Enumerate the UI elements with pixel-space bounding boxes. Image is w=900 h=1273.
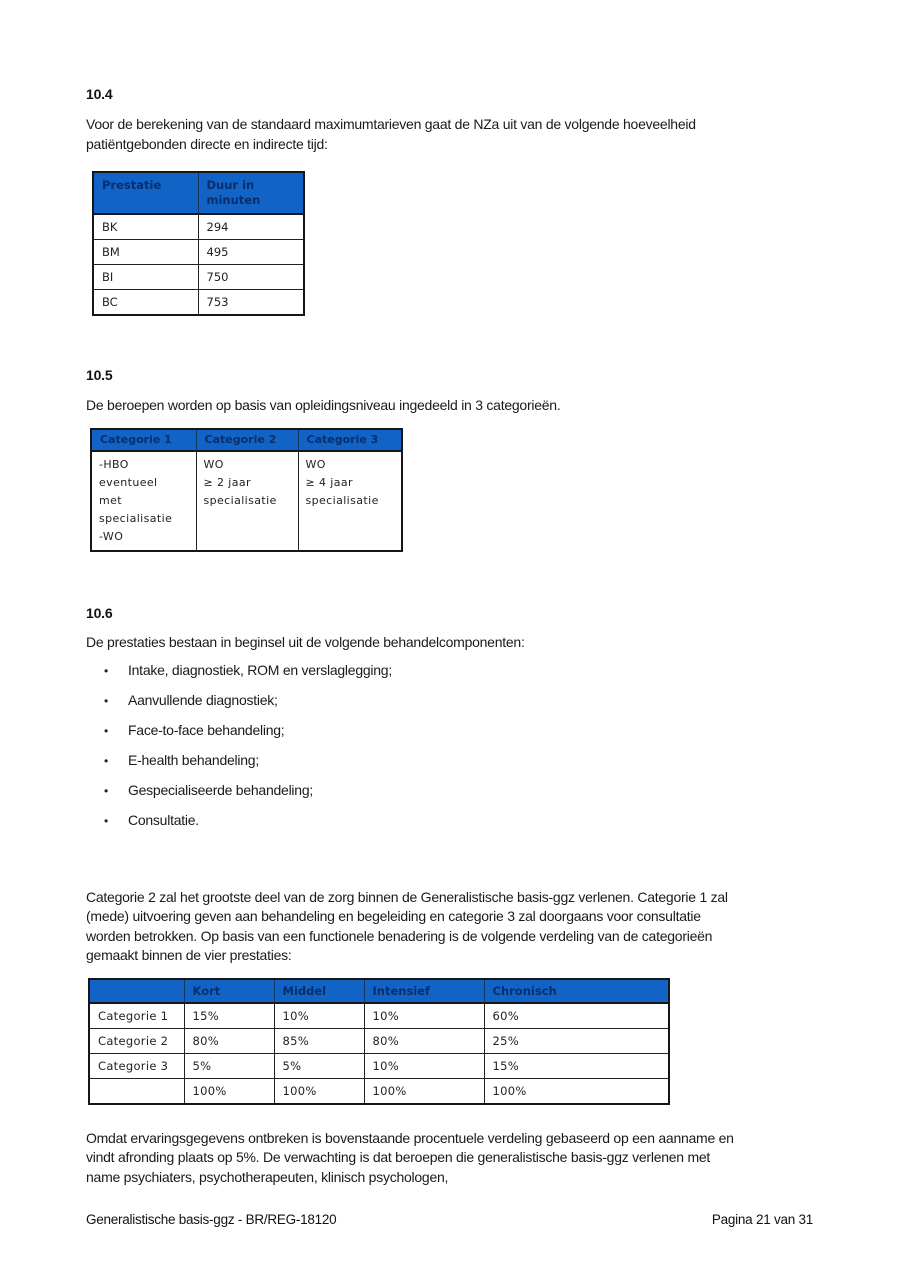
footer-document-title: Generalistische basis-ggz - BR/REG-18120 — [86, 1212, 337, 1227]
categories-table-header-3: Categorie 3 — [298, 429, 402, 451]
paragraph-verdeling — [86, 888, 818, 966]
bullet-text: Gespecialiseerde behandeling; — [128, 782, 313, 798]
table-cell: 10% — [364, 1003, 484, 1029]
table-row — [93, 214, 304, 240]
table-header-row — [91, 429, 402, 451]
table-row — [89, 1003, 669, 1029]
table-cell: 80% — [364, 1028, 484, 1053]
footer-page-number: Pagina 21 van 31 — [711, 1212, 813, 1227]
cell-line: ≥ 2 jaar — [203, 475, 251, 489]
bullet-item — [86, 811, 818, 832]
table-row — [89, 1053, 669, 1078]
paragraph-line: vindt afronding plaats op 5%. De verwachting is dat beroepen die generalistische basis-ggz verlenen met — [86, 1149, 711, 1165]
table-cell: 100% — [184, 1078, 274, 1104]
bullet-item — [86, 781, 818, 802]
table-cell: 100% — [364, 1078, 484, 1104]
table-row — [93, 265, 304, 290]
verdeling-table — [88, 978, 670, 1105]
categories-table-header-1: Categorie 1 — [91, 429, 196, 451]
duration-table-header-duur: Duur in minuten — [198, 172, 304, 214]
table-cell: BM — [93, 240, 198, 265]
section-heading-10-4: 10.4 — [86, 86, 113, 102]
paragraph-line: De prestaties bestaan in beginsel uit de volgende behandelcomponenten: — [86, 633, 525, 650]
table-cell: BK — [93, 214, 198, 240]
bullet-text: E-health behandeling; — [128, 752, 259, 768]
row-label: Categorie 1 — [89, 1003, 184, 1029]
verdeling-table-header-middel: Middel — [274, 979, 364, 1003]
verdeling-table-header-intensief: Intensief — [364, 979, 484, 1003]
bullet-dot: • — [104, 784, 108, 798]
paragraph-10-5 — [86, 396, 818, 416]
page-footer — [86, 1212, 813, 1227]
categories-table — [90, 428, 403, 552]
paragraph-omdat — [86, 1129, 818, 1188]
table-row — [93, 240, 304, 265]
table-row — [93, 290, 304, 316]
table-row — [89, 1078, 669, 1104]
verdeling-table-header-kort: Kort — [184, 979, 274, 1003]
table-cell: 100% — [274, 1078, 364, 1104]
bullet-text: Aanvullende diagnostiek; — [128, 692, 278, 708]
component-bullet-list — [86, 661, 818, 832]
paragraph-line: Categorie 2 zal het grootste deel van de zorg binnen de Generalistische basis-ggz verlenen. Categorie 1 zal — [86, 888, 728, 905]
table-cell — [298, 451, 402, 551]
cell-line: specialisatie — [305, 493, 379, 507]
bullet-item — [86, 751, 818, 772]
table-cell — [91, 451, 196, 551]
bullet-item — [86, 721, 818, 742]
paragraph-line: worden betrokken. Op basis van een functionele benadering is de volgende verdeling van de categorieën — [86, 927, 713, 944]
table-row — [91, 451, 402, 551]
paragraph-line: patiëntgebonden directe en indirecte tijd: — [86, 135, 328, 152]
bullet-text: Consultatie. — [128, 812, 199, 828]
cell-line: WO — [305, 457, 326, 471]
table-cell: 15% — [484, 1053, 669, 1078]
verdeling-table-header-chronisch: Chronisch — [484, 979, 669, 1003]
cell-line: specialisatie — [203, 493, 277, 507]
table-cell: 85% — [274, 1028, 364, 1053]
row-label: Categorie 3 — [89, 1053, 184, 1078]
paragraph-10-6 — [86, 633, 818, 653]
bullet-dot: • — [104, 814, 108, 828]
table-row — [89, 1028, 669, 1053]
paragraph-line: Voor de berekening van de standaard maximumtarieven gaat de NZa uit van de volgende hoeveelheid — [86, 116, 696, 132]
table-cell — [196, 451, 298, 551]
table-cell: 25% — [484, 1028, 669, 1053]
table-header-row — [89, 979, 669, 1003]
section-heading-10-6: 10.6 — [86, 604, 113, 621]
section-heading-10-5: 10.5 — [86, 367, 113, 383]
table-cell: 750 — [198, 265, 304, 290]
bullet-item — [86, 691, 818, 712]
table-cell: 5% — [274, 1053, 364, 1078]
duration-table — [92, 171, 305, 316]
table-header-row — [93, 172, 304, 214]
bullet-dot: • — [104, 694, 108, 708]
table-cell: 753 — [198, 290, 304, 316]
table-cell: 10% — [364, 1053, 484, 1078]
paragraph-line: (mede) uitvoering geven aan behandeling en begeleiding en categorie 3 zal doorgaans voor consultatie — [86, 908, 701, 924]
table-cell: 60% — [484, 1003, 669, 1029]
paragraph-line: gemaakt binnen de vier prestaties: — [86, 947, 292, 963]
cell-line: WO — [203, 457, 224, 471]
table-cell: 294 — [198, 214, 304, 240]
bullet-dot: • — [104, 754, 108, 768]
categories-table-header-2: Categorie 2 — [196, 429, 298, 451]
row-label: Categorie 2 — [89, 1028, 184, 1053]
table-cell: 495 — [198, 240, 304, 265]
verdeling-table-header-empty — [89, 979, 184, 1003]
cell-line: met specialisatie — [99, 493, 173, 525]
bullet-item — [86, 661, 818, 682]
table-cell: 15% — [184, 1003, 274, 1029]
bullet-text: Face-to-face behandeling; — [128, 722, 285, 738]
cell-line: ≥ 4 jaar — [305, 475, 353, 489]
table-cell: 80% — [184, 1028, 274, 1053]
paragraph-line: name psychiaters, psychotherapeuten, klinisch psychologen, — [86, 1168, 449, 1185]
bullet-text: Intake, diagnostiek, ROM en verslaglegging; — [128, 662, 392, 678]
paragraph-line: De beroepen worden op basis van opleidingsniveau ingedeeld in 3 categorieën. — [86, 397, 561, 413]
bullet-dot: • — [104, 664, 108, 678]
table-cell: 100% — [484, 1078, 669, 1104]
table-cell: 5% — [184, 1053, 274, 1078]
paragraph-10-4 — [86, 115, 818, 154]
table-cell: 10% — [274, 1003, 364, 1029]
bullet-dot: • — [104, 724, 108, 738]
page-content — [86, 86, 818, 1187]
row-label — [89, 1078, 184, 1104]
duration-table-header-prestatie: Prestatie — [93, 172, 198, 214]
cell-line: -HBO eventueel — [99, 457, 158, 489]
table-cell: BI — [93, 265, 198, 290]
cell-line: -WO — [99, 529, 124, 543]
paragraph-line: Omdat ervaringsgegevens ontbreken is bovenstaande procentuele verdeling gebaseerd op een aanname en — [86, 1129, 734, 1146]
table-cell: BC — [93, 290, 198, 316]
